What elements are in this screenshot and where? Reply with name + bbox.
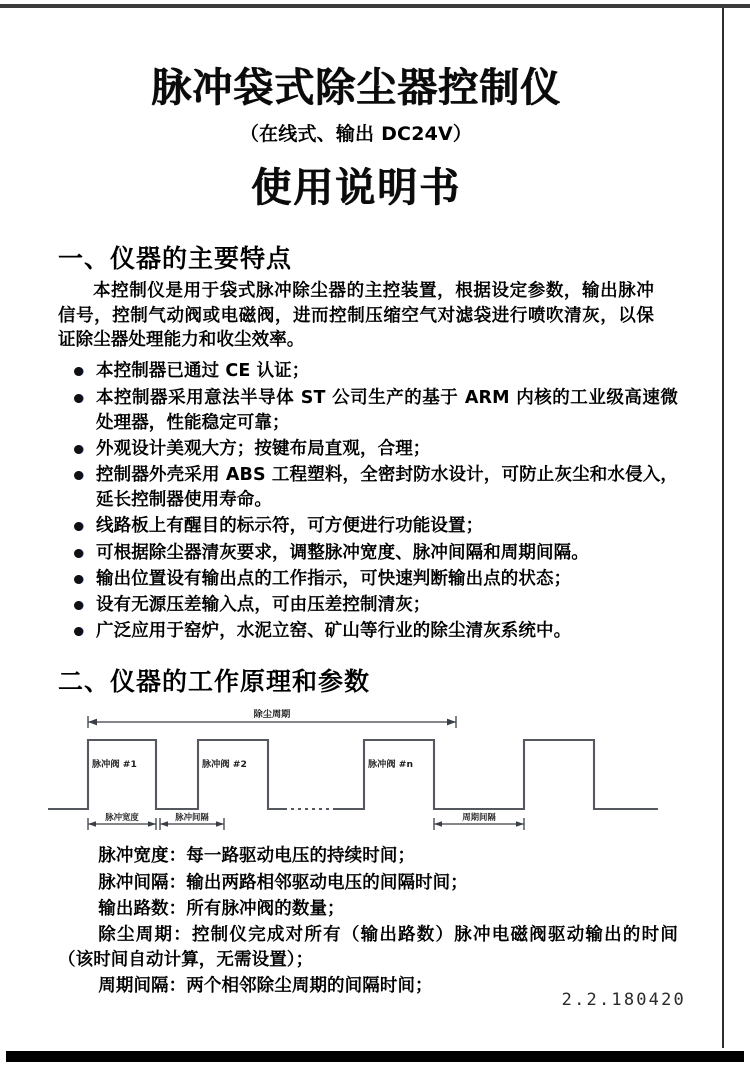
definition-pulse-width: 脉冲宽度：每一路驱动电压的持续时间； xyxy=(98,846,416,867)
list-item xyxy=(96,619,678,644)
document-title: 脉冲袋式除尘器控制仪 xyxy=(151,65,561,111)
pulse-valve-2-label: 脉冲阀 #2 xyxy=(202,759,247,771)
list-item xyxy=(96,567,678,592)
version-stamp: 2.2.180420 xyxy=(561,990,686,1010)
bullet-icon xyxy=(74,445,83,454)
section-one-intro: 本控制仪是用于袋式脉冲除尘器的主控装置，根据设定参数，输出脉冲信号，控制气动阀或电磁阀，进而控制压缩空气对滤袋进行喷吹清灰，以保证除尘器处理能力和收尘效率。 xyxy=(58,280,654,351)
document-subtitle: （在线式、输出 DC24V） xyxy=(239,122,473,145)
timing-diagram xyxy=(0,704,712,832)
bullet-icon xyxy=(74,549,83,558)
pulse-width-label: 脉冲宽度 xyxy=(105,812,139,823)
pulse-width-arrow-right-icon xyxy=(148,822,156,828)
definition-cleaning-cycle: 除尘周期：控制仪完成对所有（输出路数）脉冲电磁阀驱动输出的时间（该时间自动计算，无需设置）； xyxy=(58,924,678,971)
pulse-interval-arrow-left-icon xyxy=(160,822,168,828)
cycle-arrow-left-icon xyxy=(88,719,97,726)
bullet-icon xyxy=(74,367,83,376)
page-border-bottom xyxy=(6,1051,744,1062)
cycle-interval-arrow-left-icon xyxy=(434,822,442,828)
pulse-width-arrow-left-icon xyxy=(88,822,96,828)
feature-text: 设有无源压差输入点，可由压差控制清灰； xyxy=(96,595,431,616)
bullet-icon xyxy=(74,575,83,584)
definition-pulse-interval: 脉冲间隔：输出两路相邻驱动电压的间隔时间； xyxy=(98,872,468,893)
definition-output-count: 输出路数：所有脉冲阀的数量； xyxy=(98,898,345,919)
list-item xyxy=(96,463,678,513)
feature-text: 本控制器已通过 CE 认证； xyxy=(96,361,310,382)
list-item xyxy=(96,593,678,618)
section-one-heading: 一、仪器的主要特点 xyxy=(58,243,293,273)
waveform-right-segment xyxy=(334,740,658,809)
list-item xyxy=(96,386,678,436)
waveform-left-segment xyxy=(48,740,284,809)
pulse-valve-n-label: 脉冲阀 #n xyxy=(368,759,413,771)
feature-text: 线路板上有醒目的标示符，可方便进行功能设置； xyxy=(96,516,484,537)
feature-text: 本控制器采用意法半导体 ST 公司生产的基于 ARM 内核的工业级高速微处理器，性能稳定可靠； xyxy=(96,387,678,433)
pulse-interval-label: 脉冲间隔 xyxy=(175,812,209,823)
document-type-title: 使用说明书 xyxy=(251,164,461,211)
page-border-right xyxy=(722,8,724,1048)
cycle-interval-label: 周期间隔 xyxy=(462,812,496,823)
bullet-icon xyxy=(74,394,83,403)
parameter-definitions xyxy=(58,844,678,999)
definition-cycle-interval: 周期间隔：两个相邻除尘周期的间隔时间； xyxy=(98,976,433,997)
section-two-heading: 二、仪器的工作原理和参数 xyxy=(58,667,371,697)
cycle-arrow-right-icon xyxy=(447,719,456,726)
timing-diagram-svg xyxy=(46,704,666,832)
bullet-icon xyxy=(74,601,83,610)
bullet-icon xyxy=(74,522,83,531)
list-item xyxy=(96,541,678,566)
feature-text: 广泛应用于窑炉，水泥立窑、矿山等行业的除尘清灰系统中。 xyxy=(96,621,572,642)
feature-list xyxy=(0,359,712,644)
cycle-label: 除尘周期 xyxy=(253,709,291,721)
pulse-valve-1-label: 脉冲阀 #1 xyxy=(92,759,137,771)
feature-text: 输出位置设有输出点的工作指示，可快速判断输出点的状态； xyxy=(96,568,572,589)
feature-text: 外观设计美观大方；按键布局直观，合理； xyxy=(96,438,431,459)
list-item xyxy=(96,359,678,384)
pulse-interval-arrow-right-icon xyxy=(216,822,224,828)
list-item xyxy=(96,514,678,539)
feature-text: 可根据除尘器清灰要求，调整脉冲宽度、脉冲间隔和周期间隔。 xyxy=(96,542,589,563)
feature-text: 控制器外壳采用 ABS 工程塑料，全密封防水设计，可防止灰尘和水侵入，延长控制器使用寿命。 xyxy=(96,465,678,511)
list-item xyxy=(96,437,678,462)
bullet-icon xyxy=(74,471,83,480)
cycle-interval-arrow-right-icon xyxy=(516,822,524,828)
bullet-icon xyxy=(74,627,83,636)
